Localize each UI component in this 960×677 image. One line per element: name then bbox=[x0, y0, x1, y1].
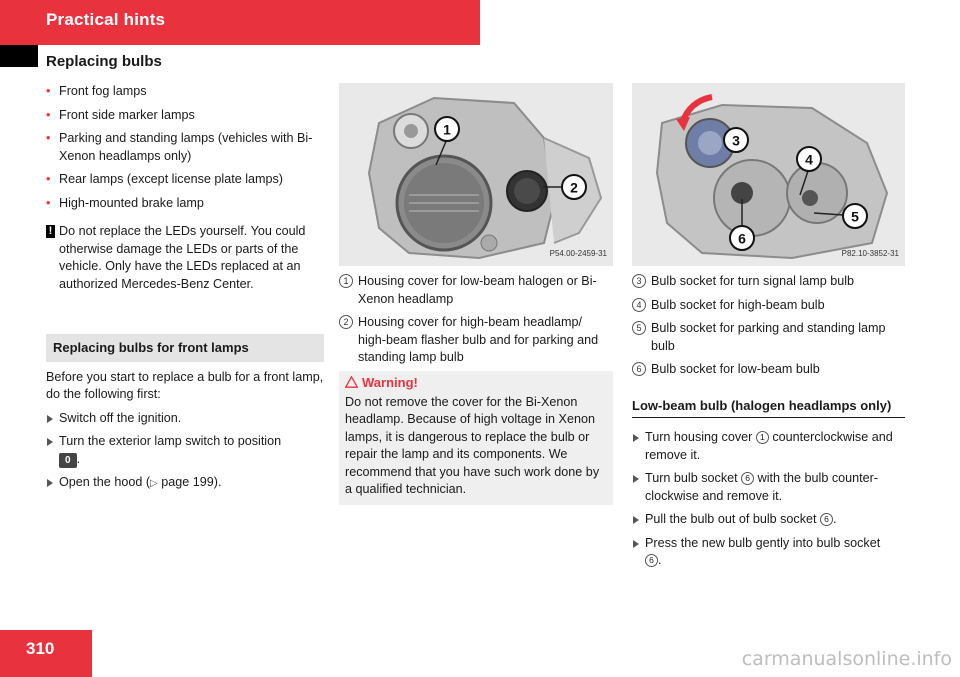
headlamp-illustration bbox=[339, 83, 613, 266]
legend-text: Bulb socket for turn signal lamp bulb bbox=[651, 274, 855, 288]
callout-ref: 6 bbox=[820, 513, 833, 526]
page-reference-link[interactable]: page 199 bbox=[161, 475, 214, 489]
front-lamps-intro: Before you start to replace a bulb for a front lamp, do the following first: bbox=[46, 369, 324, 401]
step-item: Pull the bulb out of bulb socket 6 . bbox=[632, 511, 905, 529]
step-item: Turn bulb socket 6 with the bulb counter-clockwise and remove it. bbox=[632, 470, 905, 505]
section-title: Replacing bulbs bbox=[46, 53, 162, 70]
callout-2: 2 bbox=[570, 179, 578, 196]
page-number: 310 bbox=[26, 639, 55, 658]
lamp-switch-position-badge: 0 bbox=[59, 453, 77, 468]
list-item: • Rear lamps (except license plate lamps) bbox=[46, 171, 324, 189]
legend-item bbox=[632, 273, 908, 291]
chapter-title: Practical hints bbox=[46, 10, 166, 29]
callout-6: 6 bbox=[738, 230, 746, 247]
legend-number: 4 bbox=[632, 298, 646, 312]
header-tab-marker bbox=[0, 45, 38, 67]
warning-triangle-icon bbox=[345, 376, 358, 388]
bulb-list bbox=[46, 83, 324, 212]
warning-text: Do not remove the cover for the Bi-Xenon headlamp. Because of high voltage in Xenon lamps, it is dangerous to replace the bulb or repair the lamp and its components. We recommend that you have such work done by a qualified technician. bbox=[345, 394, 600, 496]
figure-code: P82.10-3852-31 bbox=[841, 248, 899, 258]
legend-number: 2 bbox=[339, 315, 353, 329]
page-reference-arrow-icon: ▷ bbox=[150, 478, 158, 489]
legend-figure-2 bbox=[632, 273, 908, 385]
step-item: Turn the exterior lamp switch to position 0 . bbox=[46, 433, 324, 468]
notice-icon: ! bbox=[46, 225, 55, 238]
legend-item bbox=[339, 314, 613, 367]
list-item: • High-mounted brake lamp bbox=[46, 195, 324, 213]
legend-figure-1 bbox=[339, 273, 613, 373]
front-lamps-heading: Replacing bulbs for front lamps bbox=[46, 334, 324, 362]
callout-4: 4 bbox=[805, 151, 813, 168]
warning-box bbox=[339, 371, 613, 505]
callout-ref: 1 bbox=[756, 431, 769, 444]
callout-1: 1 bbox=[443, 121, 451, 138]
legend-text: Housing cover for low-beam halogen or Bi-Xenon headlamp bbox=[358, 274, 597, 306]
list-item: • Parking and standing lamps (vehicles with Bi-Xenon headlamps only) bbox=[46, 130, 324, 165]
warning-title: Warning! bbox=[345, 374, 607, 392]
watermark: carmanualsonline.info bbox=[741, 648, 952, 670]
legend-text: Bulb socket for low-beam bulb bbox=[651, 362, 820, 376]
callout-3: 3 bbox=[732, 132, 740, 149]
legend-text: Bulb socket for high-beam bulb bbox=[651, 297, 825, 312]
headlamp-rear-photo bbox=[339, 83, 613, 266]
legend-item bbox=[632, 297, 908, 315]
step-item: Press the new bulb gently into bulb socket 6 . bbox=[632, 535, 905, 570]
legend-number: 6 bbox=[632, 362, 646, 376]
step-item: Switch off the ignition. bbox=[46, 410, 324, 428]
column-left bbox=[46, 83, 324, 293]
headlamp-sockets-photo bbox=[632, 83, 905, 266]
legend-number: 1 bbox=[339, 274, 353, 288]
low-beam-steps bbox=[632, 429, 905, 570]
callout-ref: 6 bbox=[741, 472, 754, 485]
legend-number: 3 bbox=[632, 274, 646, 288]
list-item: • Front fog lamps bbox=[46, 83, 324, 101]
legend-item bbox=[632, 320, 908, 355]
low-beam-heading: Low-beam bulb (halogen headlamps only) bbox=[632, 397, 905, 418]
legend-item bbox=[339, 273, 613, 308]
prep-steps bbox=[46, 410, 324, 493]
step-item: Open the hood (▷ page 199). bbox=[46, 474, 324, 493]
figure-code: P54.00-2459-31 bbox=[549, 248, 607, 258]
callout-5: 5 bbox=[851, 208, 859, 225]
legend-number: 5 bbox=[632, 321, 646, 335]
callout-ref: 6 bbox=[645, 554, 658, 567]
legend-item bbox=[632, 361, 908, 379]
notice-text: Do not replace the LEDs yourself. You could otherwise damage the LEDs or parts of the vehicle. Only have the LEDs replaced at an authorized Mercedes-Benz Center. bbox=[59, 224, 306, 291]
list-item: • Front side marker lamps bbox=[46, 107, 324, 125]
front-lamps-section bbox=[46, 334, 324, 499]
legend-text: Housing cover for high-beam headlamp/ high-beam flasher bulb and for parking and standing lamp bulb bbox=[358, 315, 599, 364]
step-item: Turn housing cover 1 counterclockwise and remove it. bbox=[632, 429, 905, 464]
legend-text: Bulb socket for parking and standing lamp bulb bbox=[651, 321, 886, 353]
headlamp-sockets-illustration bbox=[632, 83, 905, 266]
notice-paragraph bbox=[46, 223, 324, 293]
low-beam-section bbox=[632, 397, 905, 576]
